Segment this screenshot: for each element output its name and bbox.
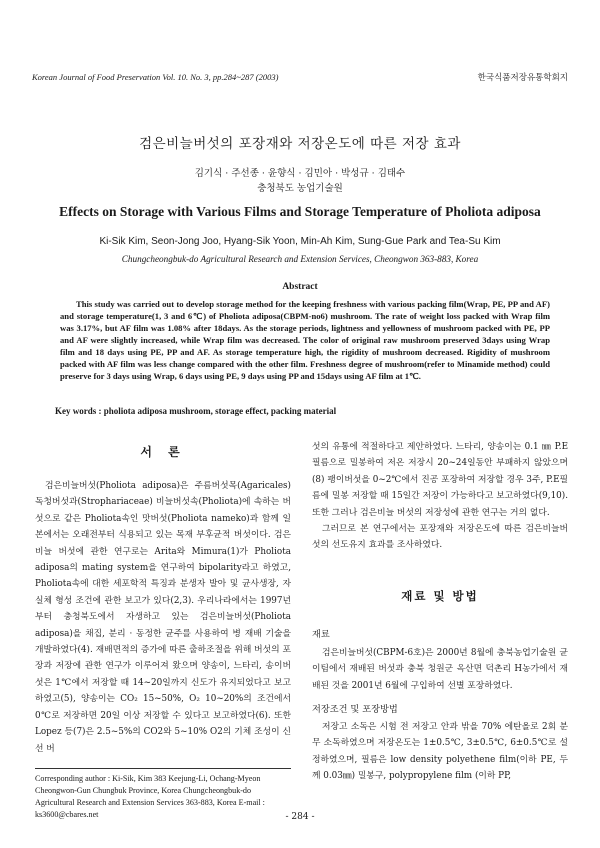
- affiliation-english: Chungcheongbuk-do Agricultural Research and Extension Services, Cheongwon 363-883, Korea: [121, 254, 479, 264]
- methods-heading: 재료 및 방법: [401, 589, 479, 603]
- storage-body: [312, 719, 568, 785]
- intro-heading: 서 론: [140, 445, 186, 459]
- intro-paragraph: 검은비늘버섯(Pholiota adiposa)은 주름버섯목(Agaricales) 독청버섯과(Strophariaceae) 비늘버섯속(Pholiota)에 속하는 버섯으로 같은 Pholiota속인 맛버섯(Pholiota nameko)과 함께 일본에서는 오래전부터 식용되고 있는 목재 부후균적 버섯이다. 검은비늘 버섯에 관한 연구로는 Arita와 Mimura(1)가 Pholiota adiposa의 mating system을 연구하여 bipolarity라고 하였고, Pholiota속에 대한 세포학적 특징과 분생자 발아 및 균사생장, 자실체 형성 조건에 관한 보고가 있다(2,3). 우리나라에서는 1997년부터 충청북도에서 자생하고 있는 검은비늘버섯(Pholiota adiposa)을 채집, 분리 · 동정한 균주를 사용하여 병 재배 기술을 개발하였다(4). 재배면적의 증가에 따른 출하조절을 위해 버섯의 포장과 저장에 관한 연구가 이루어져 왔으며 양송이, 느타리, 송이버섯은 1℃에서 저장할 때 14~20일까지 신도가 유지되었다고 보고하였고(5), 양송이는 CO₂ 15~50%, O₂ 10~20%의 조건에서 0℃로 저장하면 20일 이상 저장할 수 있다고 보고하였다(6). 또한 Lopez 등(7)은 2.5~5%의 CO2와 5~10% O2의 기체 조성이 신선 버: [35, 481, 291, 754]
- right-paragraph: 섯의 유통에 적절하다고 제안하였다. 느타리, 양송이는 0.1 ㎜ P.E 필름으로 밀봉하여 저온 저장시 20~24일동안 부패하지 않았으며(8) 팽이버섯을 0~2℃에서 진공 포장하여 저장할 경우 3주, P.E필름에 밀봉 저장할 때 15일간 저장이 가능하다고 보고하였다(9,10). 또한 그러나 검은비늘 버섯의 저장성에 관한 연구는 거의 없다.: [312, 442, 568, 518]
- running-header-society: 한국식품저장유통학회지: [477, 73, 568, 83]
- abstract-text: This study was carried out to develop storage method for the keeping freshness with various packing film(Wrap, PE, PP and AF) and storage temperature(1, 3 and 6℃) of Pholiota adiposa(CBPM-no6) mushroom. The rate of weight loss packed with Wrap film was 3.17%, but AF film was 1.08% after 18days. As the storage periods, lightness and yellowness of mushroom packed with PE, PP and AF were slightly increased, while Wrap film was decreased. The color of original raw mushroom preserved 3days using Wrap film and 18 days using PE, PP and AF. As storage temperature high, the rigidity of mushroom decreased. Rigidity of mushroom packed with AF film was less change compared with the other film. Freshness degree of mushroom(refer to Minamide method) could preserve for 3 days using Wrap, 6 days using PE, 9 days using PP and 15days using AF film at 1℃.: [60, 299, 550, 381]
- intro-body: [35, 478, 291, 757]
- storage-paragraph: 저장고 소독은 시험 전 저장고 안과 밖을 70% 에탄올로 2회 분무 소독하였으며 저장온도는 1±0.5℃, 3±0.5℃, 6±0.5℃로 설정하였으며, 필름은 low density polyethene film(이하 PE, 두께 0.03㎜) 밀봉구, polypropylene film (이하 PP,: [312, 722, 568, 782]
- right-paragraph: 그러므로 본 연구에서는 포장재와 저장온도에 따른 검은비늘버섯의 선도유지 효과를 조사하였다.: [312, 524, 568, 551]
- keywords: Key words : pholiota adiposa mushroom, storage effect, packing material: [55, 406, 337, 416]
- corresponding-author-footnote: Corresponding author : Ki-Sik, Kim 383 Keejung-Li, Ochang-Myeon Cheongwon-Gun Chungbuk Province, Korea Chungcheongbuk-do Agricultural Research and Extension Services 363-883, Korea E-mail : ks3600@cbares.net: [35, 774, 265, 819]
- materials-paragraph: 검은비늘버섯(CBPM-6호)은 2000년 8월에 충북농업기술원 균이팀에서 재배된 버섯과 충북 청원군 옥산면 덕촌리 H농가에서 재배된 것을 2001년 6월에 구입하여 선별 포장하였다.: [312, 648, 568, 691]
- title-english: Effects on Storage with Various Films and Storage Temperature of Pholiota adiposa: [59, 204, 541, 219]
- authors-english: Ki-Sik Kim, Seon-Jong Joo, Hyang-Sik Yoon, Min-Ah Kim, Sung-Gue Park and Tea-Su Kim: [99, 236, 501, 247]
- materials-body: [312, 645, 568, 694]
- footnote-divider: [35, 768, 291, 769]
- abstract-heading: Abstract: [282, 282, 318, 292]
- page-number: - 284 -: [285, 812, 315, 822]
- running-header-journal: Korean Journal of Food Preservation Vol. 10. No. 3, pp.284~287 (2003): [32, 72, 279, 82]
- title-korean: 검은비늘버섯의 포장재와 저장온도에 따른 저장 효과: [139, 136, 461, 152]
- authors-korean: 김기식 · 주선종 · 윤향식 · 김민아 · 박성규 · 김태수: [194, 168, 406, 179]
- materials-heading: 재료: [312, 629, 330, 640]
- storage-heading: 저장조건 및 포장방법: [312, 704, 398, 715]
- affiliation-korean: 충청북도 농업기술원: [257, 183, 343, 194]
- right-column-body: [312, 439, 568, 554]
